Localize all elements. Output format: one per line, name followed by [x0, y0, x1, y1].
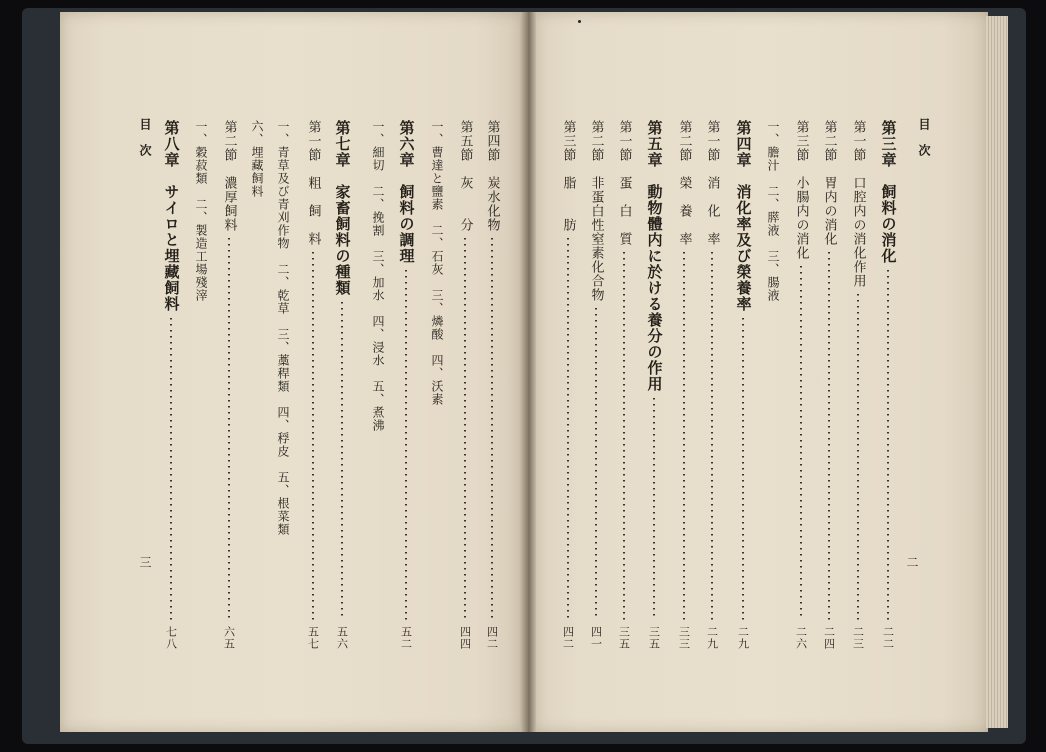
chapter-title: 第三章 飼料の消化: [879, 120, 898, 264]
toc-entry: [159, 120, 183, 650]
dot-leader: [711, 252, 713, 620]
toc-entry: [789, 120, 813, 650]
toc-entry: [700, 120, 724, 650]
right-page-number: 二: [905, 556, 919, 569]
subsection-list: 一、青草及び青刈作物 二、乾草 三、藁稈類 四、稃皮 五、根菜類: [276, 120, 290, 536]
chapter-title: 第八章 サイロと埋藏飼料: [162, 120, 181, 312]
section-title: 第一節 粗 飼 料: [305, 120, 321, 246]
right-running-header: 目 次: [917, 118, 931, 157]
dot-leader: [464, 238, 466, 620]
toc-entry: [642, 120, 666, 650]
subsection-list: 一、穀菽類 二、製造工場殘滓: [194, 120, 208, 302]
page-ref: 二九: [705, 626, 719, 650]
toc-entry: [672, 120, 696, 650]
page-ref: 二九: [736, 626, 750, 650]
page-ref: 五六: [335, 626, 349, 650]
section-title: 第二節 胃内の消化: [821, 120, 837, 246]
toc-entry: [301, 120, 325, 650]
toc-entry: [366, 120, 390, 650]
section-title: 第三節 小腸内の消化: [793, 120, 809, 260]
subsection-list: 六、埋藏飼料: [250, 120, 264, 198]
dot-leader: [887, 270, 889, 620]
subsection-list: 一、膽汁 二、膵液 三、腸液: [766, 120, 780, 302]
toc-entry: [217, 120, 241, 650]
section-title: 第一節 口腔内の消化作用: [850, 120, 866, 288]
subsection-list: 一、曹達と鹽素 二、石灰 三、燐酸 四、沃素: [430, 120, 444, 406]
dot-leader: [742, 318, 744, 620]
page-ref: 四四: [458, 626, 472, 650]
toc-entry: [271, 120, 295, 650]
page-ref: 四一: [589, 626, 603, 650]
dot-leader: [405, 270, 407, 620]
page-ref: 六五: [222, 626, 236, 650]
dot-leader: [595, 308, 597, 620]
section-title: 第五節 灰 分: [457, 120, 473, 232]
toc-entry: [330, 120, 354, 650]
dot-leader: [228, 238, 230, 620]
section-title: 第一節 消 化 率: [704, 120, 720, 246]
toc-entry: [189, 120, 213, 650]
chapter-title: 第四章 消化率及び榮養率: [734, 120, 753, 312]
toc-entry: [731, 120, 755, 650]
left-page-number: 三: [138, 556, 152, 569]
toc-entry: [846, 120, 870, 650]
section-title: 第二節 榮 養 率: [676, 120, 692, 246]
page-ref: 二六: [794, 626, 808, 650]
toc-entry: [453, 120, 477, 650]
page-ref: 二三: [851, 626, 865, 650]
section-title: 第二節 濃厚飼料: [221, 120, 237, 232]
chapter-title: 第七章 家畜飼料の種類: [333, 120, 352, 296]
chapter-title: 第六章 飼料の調理: [397, 120, 416, 264]
chapter-title: 第五章 動物體内に於ける養分の作用: [645, 120, 664, 392]
dot-leader: [683, 252, 685, 620]
toc-entry: [480, 120, 504, 650]
dot-leader: [857, 294, 859, 620]
dot-leader: [341, 302, 343, 620]
section-title: 第三節 脂 肪: [560, 120, 576, 232]
section-title: 第四節 炭水化物: [484, 120, 500, 232]
dot-leader: [623, 252, 625, 620]
page-ref: 五七: [306, 626, 320, 650]
toc-entry: [876, 120, 900, 650]
page-ref: 四二: [485, 626, 499, 650]
page-ref: 四二: [561, 626, 575, 650]
page-ref: 三三: [677, 626, 691, 650]
dot-leader: [312, 252, 314, 620]
dot-leader: [567, 238, 569, 620]
page-edges: [986, 16, 1008, 728]
page-ref: 三五: [647, 626, 661, 650]
subsection-list: 一、細切 二、挽割 三、加水 四、浸水 五、煮沸: [371, 120, 385, 432]
book-gutter: [520, 12, 536, 732]
page-ref: 五二: [399, 626, 413, 650]
toc-entry: [425, 120, 449, 650]
page-ref: 二四: [822, 626, 836, 650]
section-title: 第一節 蛋 白 質: [616, 120, 632, 246]
page-ref: 七八: [164, 626, 178, 650]
page-ref: 二二: [881, 626, 895, 650]
toc-entry: [761, 120, 785, 650]
toc-entry: [584, 120, 608, 650]
toc-entry: [245, 120, 269, 650]
toc-entry: [817, 120, 841, 650]
dot-leader: [170, 318, 172, 620]
toc-entry: [556, 120, 580, 650]
page-ref: 三五: [617, 626, 631, 650]
section-title: 第二節 非蛋白性窒素化合物: [588, 120, 604, 302]
toc-entry: [394, 120, 418, 650]
dot-leader: [800, 266, 802, 620]
left-running-header: 目 次: [138, 118, 152, 157]
dot-leader: [653, 398, 655, 620]
toc-entry: [612, 120, 636, 650]
dot-leader: [491, 238, 493, 620]
dot-leader: [828, 252, 830, 620]
ink-speck: [578, 20, 581, 23]
